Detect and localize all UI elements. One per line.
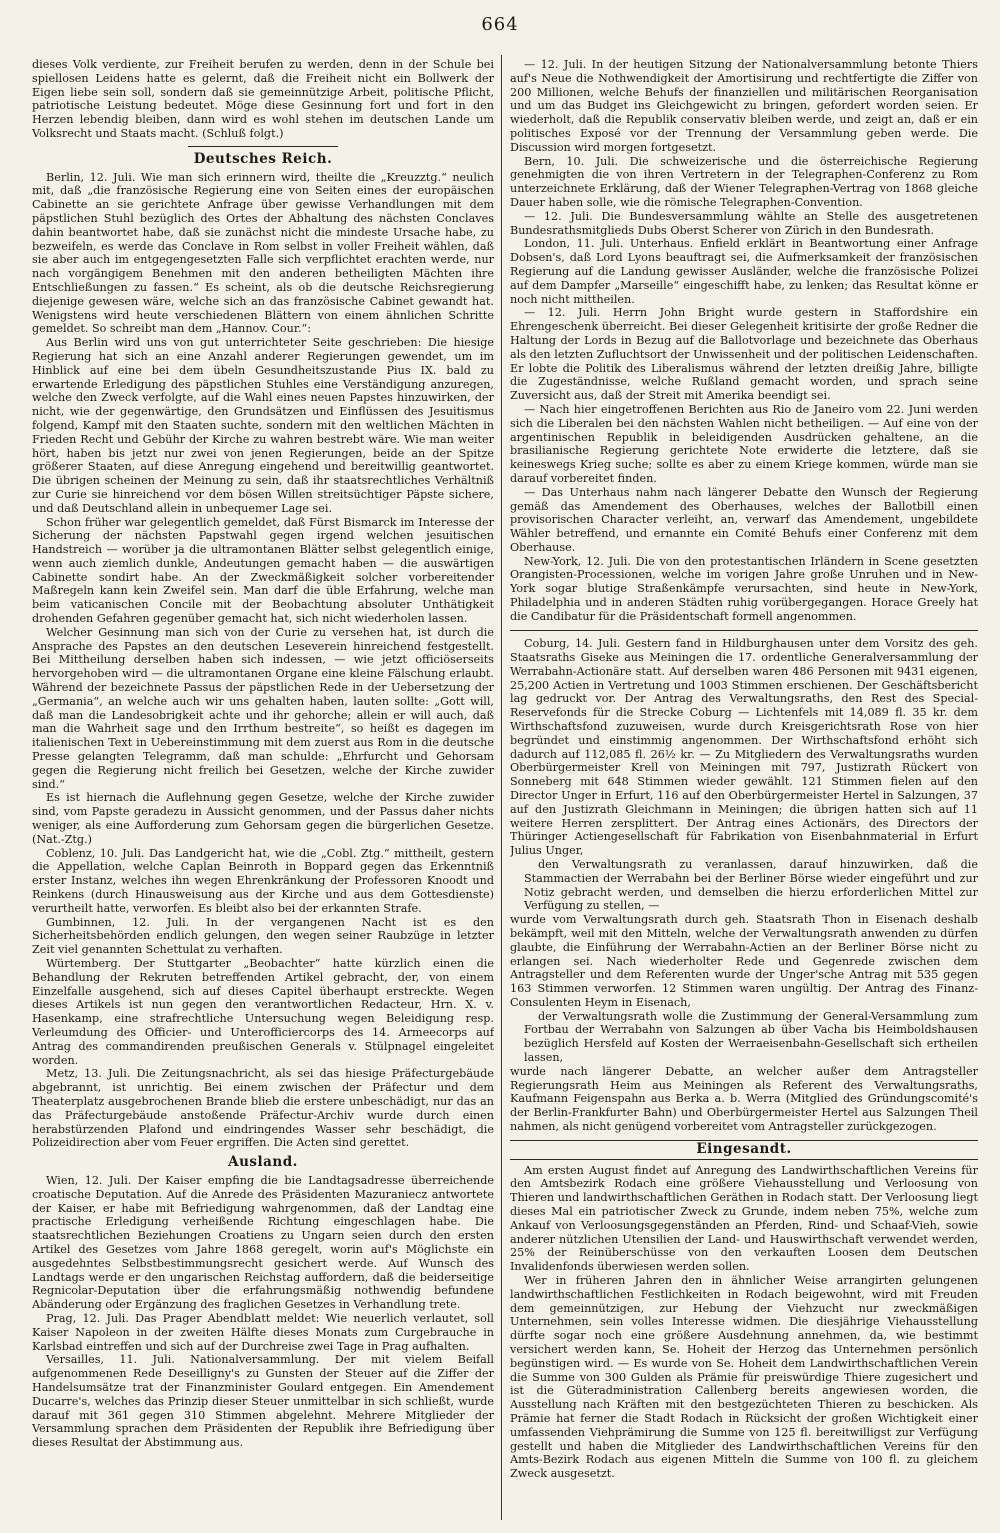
article-wien: Wien, 12. Juli. Der Kaiser empfing die bie Landtagsadresse überreichende croatische Deputation. Auf die Anrede des Präsidenten Mazuraniecz antwortete der Kaiser, er habe mit Befriedigung wahrgenommen, daß der Landtag eine practische Erledigung verheißende Richtung eingeschlagen habe. Die staatsrechtlichen Beziehungen Croatiens zu Ungarn seien durch den ersten Artikel des Gesetzes vom Jahre 1868 geregelt, worin auf's Möglichste ein ausgedehntes Selbstbestimmungsrecht gesichert werde. Auf Wunsch des Landtags werde er den ungarischen Reichstag auffordern, daß die beiderseitige Regnicolar-Deputation über die erfahrungsmäßig nothwendig befundene Abänderung oder Ergänzung des fraglichen Gesetzes in Verhandlung trete. bbox=[32, 1173, 494, 1312]
article-london: London, 11. Juli. Unterhaus. Enfield erklärt in Beantwortung einer Anfrage Dobsen's, daß Lord Lyons beauftragt sei, die Aufmerksamkeit der französischen Regierung auf die Landung gewisser Ausländer, welche die französische Polizei auf dem Dampfer „Marseille“ eingeschifft habe, zu lenken; das Resultat könne er noch nicht mittheilen. bbox=[510, 237, 978, 306]
article-paragraph: Schon früher war gelegentlich gemeldet, daß Fürst Bismarck im Interesse der Sicherung der nächsten Papstwahl gegen irgend welchen jesuitischen Handstreich — worüber ja die ultramontanen Blätter selbst gelegentlich einige, wenn auch ziemlich dunkle, Andeutungen gemacht haben — die auswärtigen Cabinette sondirt habe. An der Zweckmäßigkeit solcher vorbereitender Maßregeln kann kein Zweifel sein. Man darf die üble Erfahrung, welche man beim vaticanischen Concile mit der Beobachtung absoluter Unthätigkeit drohenden Gefahren gegenüber gemacht hat, sich nicht wiederholen lassen. bbox=[32, 515, 494, 626]
article-paragraph: — 12. Juli. Herrn John Bright wurde gestern in Staffordshire ein Ehrengeschenk überreicht. Bei dieser Gelegenheit kritisirte der große Redner die Haltung der Lords in Bezug auf die Ballotvorlage und bezeichnete das Oberhaus als den letzten Zufluchtsort der Unwissenheit und der politischen Leidenschaften. Er lobte die Politik des Liberalismus während der letzten dreißig Jahre, billigte die Zugeständnisse, welche Rußland gemacht worden, und sprach seine Zuversicht aus, daß der Streit mit Amerika beendigt sei. bbox=[510, 306, 978, 403]
section-heading-ausland: Ausland. bbox=[228, 1154, 298, 1171]
article-eingesandt: Am ersten August findet auf Anregung des Landwirthschaftlichen Vereins für den Amtsbezirk Rodach eine größere Viehausstellung und Verloosung von Thieren und landwirthschaftlichen Geräthen in Rodach statt. Der Verloosung liegt dieses Mal ein patriotischer Zweck zu Grunde, indem neben 75%, welche zum Ankauf von Verloosungsgegenständen an Pferden, Rind- und Schaaf-Vieh, sowie anderer nützlichen Utensilien der Land- und Hauswirthschaft verwendet werden, 25% der Reinüberschüsse von den verkauften Loosen dem Deutschen Invalidenfonds überwiesen werden sollen. bbox=[510, 1163, 978, 1274]
article-paragraph: Aus Berlin wird uns von gut unterrichteter Seite geschrieben: Die hiesige Regierung hat sich an eine Anzahl anderer Regierungen gewendet, um im Hinblick auf eine bei dem übeln Gesundheitszustande Pius IX. bald zu erwartende Erledigung des päpstlichen Stuhles eine Verständigung anzuregen, welche den Zweck verfolgte, auf die Wahl eines neuen Papstes hinzuwirken, der nicht, wie der gegenwärtige, den Grundsätzen und Einflüssen des Jesuitismus folgend, Kampf mit den Staaten suchte, sondern mit den weltlichen Mächten in Frieden Recht und Gebühr der Kirche zu wahren bestrebt wäre. Wie man weiter hört, haben bis jetzt nur zwei von jenen Regierungen, beide an der Spitze größerer Staaten, auf diese Anregung eingehend und bereitwillig geantwortet. Die übrigen scheinen der Meinung zu sein, daß ihr staatsrechtliches Verhältniß zur Curie sie hinreichend vor dem bösen Willen streitsüchtiger Päpste sichere, und daß Deutschland allein in unbequemer Lage sei. bbox=[32, 336, 494, 515]
article-paragraph: Welcher Gesinnung man sich von der Curie zu versehen hat, ist durch die Ansprache des Papstes an den deutschen Leseverein hinreichend festgestellt. Bei Mittheilung derselben haben sich indessen, — wie jetzt officiöserseits hervorgehoben wird — die ultramontanen Organe eine kleine Fälschung erlaubt. Während der bezeichnete Passus der päpstlichen Rede in der Uebersetzung der „Germania“, an welche auch wir uns gehalten haben, lauten sollte: „Gott will, daß man die Landesobrigkeit achte und ihr gehorche; allein er will auch, daß man die Wahrheit sage und den Irrthum bestreite“, so heißt es dagegen im italienischen Text in Uebereinstimmung mit dem zuerst aus Rom in die deutsche Presse gelangten Telegramm, daß man schulde: „Ehrfurcht und Gehorsam gegen die Regierung nicht freilich bei Gesetzen, welche der Kirche zuwider sind.“ bbox=[32, 625, 494, 791]
article-paragraph: — Nach hier eingetroffenen Berichten aus Rio de Janeiro vom 22. Juni werden sich die Liberalen bei den nächsten Wahlen nicht betheiligen. — Auf eine von der argentinischen Republik in beleidigenden Ausdrücken gehaltene, an die brasilianische Regierung gerichtete Note erwiderte die letztere, daß sie keineswegs Krieg suche; sollte es aber zu einem Kriege kommen, würde man sie darauf vorbereitet finden. bbox=[510, 402, 978, 485]
article-new-york: New-York, 12. Juli. Die von den protestantischen Irländern in Scene gesetzten Orangisten-Processionen, welche im vorigen Jahre große Unruhen und in New-York sogar blutige Straßenkämpfe verursachten, sind heute in New-York, Philadelphia und in anderen Städten ruhig vorübergegangen. Horace Greely hat die Candibatur für die Präsidentschaft formell angenommen. bbox=[510, 554, 978, 623]
motion-quote: den Verwaltungsrath zu veranlassen, darauf hinzuwirken, daß die Stammactien der Werrabahn bei der Berliner Börse wieder eingeführt und zur Notiz gebracht werden, und demselben die hierzu erforderlichen Mittel zur Verfügung zu stellen, — bbox=[524, 857, 978, 913]
article-coburg: Coburg, 14. Juli. Gestern fand in Hildburghausen unter dem Vorsitz des geh. Staatsraths Giseke aus Meiningen die 17. ordentliche Generalversammlung der Werrabahn-Actionäre statt. Auf derselben waren 486 Personen mit 9431 eigenen, 25,200 Actien in Vertretung und 1003 Stimmen erschienen. Der Geschäftsbericht lag gedruckt vor. Der Antrag des Verwaltungsraths, den Rest des Special-Reservefonds für die Strecke Coburg — Lichtenfels mit 14,089 fl. 35 kr. dem Wirthschaftsfond zuzuweisen, wurde durch Kreisgerichtsrath Rose von hier begründet und einstimmig angenommen. Der Wirthschaftsfond erhöht sich dadurch auf 112,085 fl. 26½ kr. — Zu Mitgliedern des Verwaltungsraths wurden Oberbürgermeister Krell von Meiningen mit 797, Justizrath Rückert von Sonneberg mit 648 Stimmen wieder gewählt. 121 Stimmen fielen auf den Director Unger in Erfurt, 116 auf den Oberbürgermeister Hertel in Salzungen, 37 auf den Justizrath Gleichmann in Meiningen; die übrigen hatten sich auf 11 weitere Herren zersplittert. Der Antrag eines Actionärs, des Directors der Thüringer Actiengesellschaft für Fabrikation von Eisenbahnmaterial in Erfurt Julius Unger, bbox=[510, 637, 978, 858]
separator-rule bbox=[188, 146, 338, 147]
section-heading-deutsches-reich: Deutsches Reich. bbox=[193, 150, 333, 167]
article-paragraph: Es ist hiernach die Auflehnung gegen Gesetze, welche der Kirche zuwider sind, vom Papste geradezu in Aussicht genommen, und der Passus daher nichts weniger, als eine Aufforderung zum Gehorsam gegen die bürgerlichen Gesetze. (Nat.-Ztg.) bbox=[32, 791, 494, 846]
article-paragraph: — 12. Juli. Die Bundesversammlung wählte an Stelle des ausgetretenen Bundesrathsmitglieds Dubs Oberst Scherer von Zürich in den Bundesrath. bbox=[510, 209, 978, 237]
article-paris-continuation: — 12. Juli. In der heutigen Sitzung der Nationalversammlung betonte Thiers auf's Neue die Nothwendigkeit der Amortisirung und rechtfertigte die Ziffer von 200 Millionen, welche Behufs der finanziellen und militärischen Reorganisation und um das Budget ins Gleichgewicht zu bringen, gefordert worden seien. Er wiederholt, daß die Republik conservativ bleiben werde, und zeigt an, daß er ein politisches Exposé vor der Trennung der Versammlung geben werde. Die Discussion wird morgen fortgesetzt. bbox=[510, 58, 978, 154]
article-paragraph: — Das Unterhaus nahm nach längerer Debatte den Wunsch der Regierung gemäß das Amendement des Oberhauses, welches der Ballotbill einen provisorischen Character verleiht, an, verwarf das Amendement, ungebildete Wähler betreffend, und ernannte ein Comité Behufs einer Conferenz mit dem Oberhause. bbox=[510, 485, 978, 554]
article-gumbinnen: Gumbinnen, 12. Juli. In der vergangenen Nacht ist es den Sicherheitsbehörden endlich gelungen, den wegen seiner Raubzüge in letzter Zeit viel genannten Schettulat zu verhaften. bbox=[32, 915, 494, 957]
article-paragraph: wurde nach längerer Debatte, an welcher außer dem Antragsteller Regierungsrath Heim aus Meiningen als Referent des Verwaltungsraths, Kaufmann Feigenspahn aus Berka a. b. Werra (Mitglied des Gründungscomité's der Berlin-Frankfurter Bahn) und Oberbürgermeister Hertel aus Salzungen Theil nahmen, als nicht genügend vorbereitet vom Antragsteller zurückgezogen. bbox=[510, 1064, 978, 1134]
column-divider bbox=[501, 55, 502, 1520]
article-prag: Prag, 12. Juli. Das Prager Abendblatt meldet: Wie neuerlich verlautet, soll Kaiser Napoleon in der zweiten Hälfte dieses Monats zum Curgebrauche in Karlsbad eintreffen und sich auf der Durchreise zwei Tage in Prag aufhalten. bbox=[32, 1311, 494, 1353]
left-column bbox=[32, 58, 494, 1520]
article-paragraph: wurde vom Verwaltungsrath durch geh. Staatsrath Thon in Eisenach deshalb bekämpft, weil mit den Mitteln, welche der Verwaltungsrath anwenden zu dürfen glaubte, die Einführung der Werrabahn-Actien an der Berliner Börse nicht zu erlangen sei. Nach wiederholter Rede und Gegenrede zwischen dem Antragsteller und dem Referenten wurde der Unger'sche Antrag mit 535 gegen 163 Stimmen verworfen. 12 Stimmen waren ungültig. Der Antrag des Finanz-Consulenten Heym in Eisenach, bbox=[510, 913, 978, 1009]
article-metz: Metz, 13. Juli. Die Zeitungsnachricht, als sei das hiesige Präfecturgebäude abgebrannt, ist unrichtig. Bei einem zwischen der Präfectur und dem Theaterplatz ausgebrochenen Brande blieb die erstere unbeschädigt, nur das an das Präfecturgebäude anstoßende Präfectur-Archiv wurde durch einen herabstürzenden Plafond und eindringendes Wasser sehr beschädigt, die Polizeidirection aber vom Feuer ergriffen. Die Acten sind gerettet. bbox=[32, 1067, 494, 1150]
separator-rule bbox=[510, 630, 978, 632]
article-coblenz: Coblenz, 10. Juli. Das Landgericht hat, wie die „Cobl. Ztg.“ mittheilt, gestern die Appellation, welche Caplan Beinroth in Boppard gegen das Erkenntniß erster Instanz, welches ihn wegen Ehrenkränkung der Professoren Knoodt und Reinkens (durch Hinausweisung aus der Kirche und aus dem Gottesdienste) verurtheilt hatte, verworfen. Es bleibt also bei der erkannten Strafe. bbox=[32, 846, 494, 915]
article-wuertemberg: Würtemberg. Der Stuttgarter „Beobachter“ hatte kürzlich einen die Behandlung der Rekruten betreffenden Artikel gebracht, der, von einem Einzelfalle ausgehend, sich auf dieses Capitel überhaupt erstreckte. Wegen dieses Artikels ist nun gegen den verantwortlichen Redacteur, Hrn. X. v. Hasenkamp, eine strafrechtliche Untersuchung wegen Beleidigung resp. Verleumdung des Officier- und Unterofficiercorps des 14. Armeecorps auf Antrag des commandirenden preußischen Generals v. Stülpnagel eingeleitet worden. bbox=[32, 957, 494, 1067]
motion-quote: der Verwaltungsrath wolle die Zustimmung der General-Versammlung zum Fortbau der Werrabahn von Salzungen ab über Vacha bis Heimboldshausen bezüglich Hersfeld auf Kosten der Werraeisenbahn-Gesellschaft sich ertheilen lassen, bbox=[524, 1009, 978, 1065]
page-number: 664 bbox=[481, 14, 519, 35]
article-paragraph: Wer in früheren Jahren den in ähnlicher Weise arrangirten gelungenen landwirthschaftlichen Festlichkeiten in Rodach beigewohnt, wird mit Freuden dem gemeinnützigen, zur Hebung der Viehzucht nur zweckmäßigen Unternehmen, sein volles Interesse widmen. Die diesjährige Viehausstellung dürfte sogar noch eine größere Ausdehnung annehmen, da, wie bestimmt versichert werden kann, Se. Hoheit der Herzog das Unternehmen persönlich begünstigen wird. — Es wurde von Se. Hoheit dem Landwirthschaftlichen Verein die Summe von 300 Gulden als Prämie für preiswürdige Thiere zugesichert und ist die Güteradministration Callenberg bereits angewiesen worden, die Ausstellung nach Kräften mit den bestgezüchteten Thieren zu beschicken. Als Prämie hat ferner die Stadt Rodach in Rücksicht der großen Wichtigkeit einer umfassenden Viehprämirung die Summe von 125 fl. bereitwilligst zur Verfügung gestellt und haben die Mitglieder des Landwirthschaftlichen Vereins für den Amts-Bezirk Rodach aus eigenen Mitteln die Summe von 100 fl. zu gleichem Zweck ausgesetzt. bbox=[510, 1274, 978, 1481]
article-bern: Bern, 10. Juli. Die schweizerische und die österreichische Regierung genehmigten die von ihren Vertretern in der Telegraphen-Conferenz zu Rom unterzeichnete Erklärung, daß der Wiener Telegraphen-Vertrag von 1868 gleiche Dauer haben solle, wie die römische Telegraphen-Convention. bbox=[510, 154, 978, 209]
article-continuation: dieses Volk verdiente, zur Freiheit berufen zu werden, denn in der Schule bei spiellosen Leidens hatte es gelernt, daß die Freiheit nicht ein Bollwerk der Eigen liebe sein soll, sondern daß sie gemeinnützige Arbeit, politische Pflicht, patriotische Leistung bedeutet. Möge diese Gesinnung fort und fort in den Herzen lebendig bleiben, dann wird es wohl stehen im deutschen Lande um Volksrecht und Staats macht. (Schluß folgt.) bbox=[32, 58, 494, 140]
section-heading-eingesandt: Eingesandt. bbox=[510, 1140, 978, 1160]
right-column bbox=[510, 58, 978, 1520]
article-berlin: Berlin, 12. Juli. Wie man sich erinnern wird, theilte die „Kreuzztg.“ neulich mit, daß „die französische Regierung eine von Seiten eines der europäischen Cabinette an sie gerichtete Anfrage über gewisse Verhandlungen mit dem päpstlichen Stuhl bezüglich des Ortes der Abhaltung des nächsten Conclaves dahin beantwortet habe, daß sie zunächst nicht die mindeste Ursache habe, zu bezweifeln, es werde das Conclave in Rom selbst in voller Freiheit wählen, daß sie aber auch im entgegengesetzten Falle sich verpflichtet erachten werde, nur nach vorgängigem Benehmen mit den anderen betheiligten Mächten ihre Entschließungen zu fassen.“ Es scheint, als ob die deutsche Reichsregierung diejenige gewesen wäre, welche sich an das französische Cabinet gewandt hat. Wenigstens wird heute verschiedenen Blättern von einem ähnlichen Schritte gemeldet. So schreibt man dem „Hannov. Cour.“: bbox=[32, 170, 494, 336]
article-versailles: Versailles, 11. Juli. Nationalversammlung. Der mit vielem Beifall aufgenommenen Rede Deseilligny's zu Gunsten der Steuer auf die Ziffer der Handelsumsätze trat der Finanzminister Goulard entgegen. Ein Amendement Ducarre's, welches das Prinzip dieser Steuer unmittelbar in sich schließt, wurde darauf mit 361 gegen 310 Stimmen abgelehnt. Mehrere Mitglieder der Versammlung sprachen dem Präsidenten der Republik ihre Befriedigung über dieses Resultat der Abstimmung aus. bbox=[32, 1353, 494, 1450]
